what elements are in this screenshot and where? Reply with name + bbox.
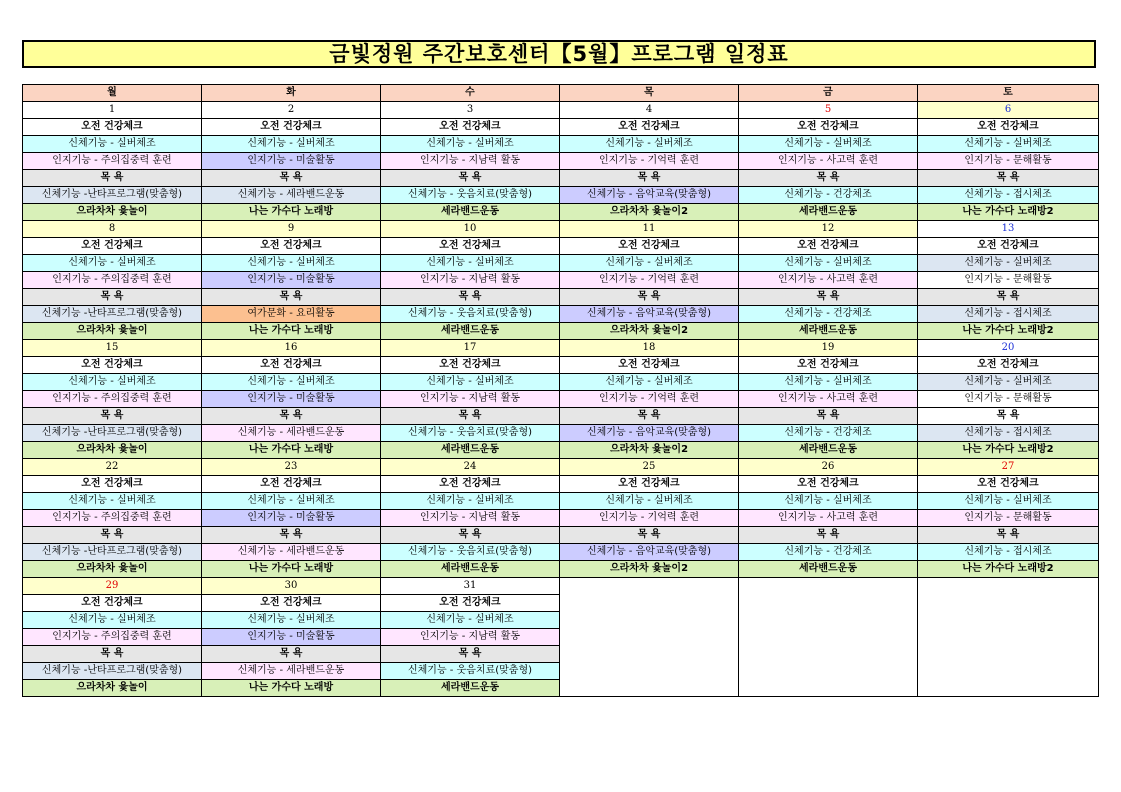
- morning-check-cell: 오전 건강체크: [560, 238, 739, 255]
- activity-row: [23, 204, 1099, 221]
- bath-cell: 목 욕: [739, 170, 918, 187]
- program-cell: 신체기능 - 건강체조: [739, 306, 918, 323]
- morning-check-cell: 오전 건강체크: [23, 238, 202, 255]
- bath-cell: 목 욕: [23, 527, 202, 544]
- activity-cell: 세라밴드운동: [739, 561, 918, 578]
- date-row: [23, 102, 1099, 119]
- date-cell: 18: [560, 340, 739, 357]
- cognitive-activity-cell: 인지기능 - 미술활동: [202, 272, 381, 289]
- cognitive-activity-cell: 인지기능 - 문해활동: [918, 153, 1099, 170]
- activity-row: [23, 442, 1099, 459]
- cognitive-row: [23, 510, 1099, 527]
- date-cell: 12: [739, 221, 918, 238]
- bath-cell: 목 욕: [202, 408, 381, 425]
- program-cell: 신체기능 -난타프로그램(맞춤형): [23, 425, 202, 442]
- weekday-fri: 금: [739, 85, 918, 102]
- morning-check-cell: 오전 건강체크: [560, 476, 739, 493]
- empty-day-cell: [918, 578, 1099, 697]
- date-cell: 9: [202, 221, 381, 238]
- program-cell: 신체기능 -난타프로그램(맞춤형): [23, 544, 202, 561]
- morning-check-cell: 오전 건강체크: [918, 119, 1099, 136]
- program-row: [23, 187, 1099, 204]
- bath-row: [23, 408, 1099, 425]
- program-row: [23, 425, 1099, 442]
- cognitive-activity-cell: 인지기능 - 기억력 훈련: [560, 391, 739, 408]
- physical-activity-cell: 신체기능 - 실버체조: [739, 255, 918, 272]
- cognitive-activity-cell: 인지기능 - 미술활동: [202, 153, 381, 170]
- physical-activity-cell: 신체기능 - 실버체조: [739, 493, 918, 510]
- activity-cell: 세라밴드운동: [381, 204, 560, 221]
- weekday-sat: 토: [918, 85, 1099, 102]
- program-cell: 신체기능 - 세라밴드운동: [202, 187, 381, 204]
- morning-check-cell: 오전 건강체크: [739, 476, 918, 493]
- bath-cell: 목 욕: [381, 408, 560, 425]
- activity-cell: 으라차차 윷놀이: [23, 323, 202, 340]
- activity-cell: 세라밴드운동: [381, 680, 560, 697]
- program-cell: 신체기능 - 음악교육(맞춤형): [560, 187, 739, 204]
- program-cell: 신체기능 - 접시체조: [918, 425, 1099, 442]
- physical-activity-cell: 신체기능 - 실버체조: [23, 374, 202, 391]
- morning-check-row: [23, 357, 1099, 374]
- morning-check-cell: 오전 건강체크: [381, 476, 560, 493]
- activity-cell: 나는 가수다 노래방2: [918, 204, 1099, 221]
- morning-check-cell: 오전 건강체크: [202, 119, 381, 136]
- program-cell: 여가문화 - 요리활동: [202, 306, 381, 323]
- date-cell: 26: [739, 459, 918, 476]
- physical-activity-cell: 신체기능 - 실버체조: [23, 612, 202, 629]
- cognitive-activity-cell: 인지기능 - 기억력 훈련: [560, 272, 739, 289]
- cognitive-activity-cell: 인지기능 - 문해활동: [918, 510, 1099, 527]
- morning-check-row: [23, 476, 1099, 493]
- program-cell: 신체기능 - 웃음치료(맞춤형): [381, 306, 560, 323]
- activity-cell: 나는 가수다 노래방: [202, 323, 381, 340]
- program-cell: 신체기능 - 음악교육(맞춤형): [560, 306, 739, 323]
- weekday-thu: 목: [560, 85, 739, 102]
- bath-cell: 목 욕: [560, 527, 739, 544]
- activity-cell: 으라차차 윷놀이: [23, 442, 202, 459]
- program-cell: 신체기능 -난타프로그램(맞춤형): [23, 663, 202, 680]
- morning-check-cell: 오전 건강체크: [381, 238, 560, 255]
- date-cell: 5: [739, 102, 918, 119]
- program-row: [23, 544, 1099, 561]
- cognitive-activity-cell: 인지기능 - 미술활동: [202, 629, 381, 646]
- activity-row: [23, 561, 1099, 578]
- cognitive-activity-cell: 인지기능 - 주의집중력 훈련: [23, 391, 202, 408]
- physical-activity-cell: 신체기능 - 실버체조: [23, 136, 202, 153]
- physical-activity-cell: 신체기능 - 실버체조: [381, 612, 560, 629]
- date-row: [23, 459, 1099, 476]
- program-cell: 신체기능 - 웃음치료(맞춤형): [381, 663, 560, 680]
- morning-check-cell: 오전 건강체크: [381, 595, 560, 612]
- bath-cell: 목 욕: [560, 170, 739, 187]
- cognitive-row: [23, 153, 1099, 170]
- cognitive-activity-cell: 인지기능 - 문해활동: [918, 272, 1099, 289]
- weekday-mon: 월: [23, 85, 202, 102]
- activity-cell: 나는 가수다 노래방: [202, 561, 381, 578]
- activity-cell: 나는 가수다 노래방2: [918, 323, 1099, 340]
- morning-check-cell: 오전 건강체크: [560, 357, 739, 374]
- activity-cell: 나는 가수다 노래방: [202, 204, 381, 221]
- program-cell: 신체기능 -난타프로그램(맞춤형): [23, 306, 202, 323]
- activity-cell: 세라밴드운동: [739, 323, 918, 340]
- cognitive-activity-cell: 인지기능 - 사고력 훈련: [739, 391, 918, 408]
- date-cell: 2: [202, 102, 381, 119]
- activity-cell: 나는 가수다 노래방: [202, 442, 381, 459]
- activity-cell: 세라밴드운동: [381, 323, 560, 340]
- bath-cell: 목 욕: [560, 289, 739, 306]
- program-cell: 신체기능 - 웃음치료(맞춤형): [381, 425, 560, 442]
- bath-cell: 목 욕: [202, 646, 381, 663]
- program-cell: 신체기능 - 세라밴드운동: [202, 544, 381, 561]
- bath-row: [23, 170, 1099, 187]
- activity-cell: 세라밴드운동: [739, 204, 918, 221]
- cognitive-activity-cell: 인지기능 - 미술활동: [202, 391, 381, 408]
- morning-check-cell: 오전 건강체크: [918, 357, 1099, 374]
- morning-check-cell: 오전 건강체크: [918, 238, 1099, 255]
- physical-activity-cell: 신체기능 - 실버체조: [381, 493, 560, 510]
- physical-activity-cell: 신체기능 - 실버체조: [23, 255, 202, 272]
- morning-check-cell: 오전 건강체크: [202, 476, 381, 493]
- bath-cell: 목 욕: [918, 289, 1099, 306]
- activity-cell: 으라차차 윷놀이2: [560, 442, 739, 459]
- program-cell: 신체기능 - 건강체조: [739, 187, 918, 204]
- cognitive-row: [23, 391, 1099, 408]
- cognitive-activity-cell: 인지기능 - 사고력 훈련: [739, 510, 918, 527]
- activity-cell: 으라차차 윷놀이2: [560, 323, 739, 340]
- program-row: [23, 306, 1099, 323]
- bath-row: [23, 527, 1099, 544]
- physical-row: [23, 255, 1099, 272]
- cognitive-activity-cell: 인지기능 - 지남력 활동: [381, 629, 560, 646]
- physical-activity-cell: 신체기능 - 실버체조: [381, 136, 560, 153]
- activity-cell: 나는 가수다 노래방2: [918, 442, 1099, 459]
- empty-day-cell: [560, 578, 739, 697]
- morning-check-cell: 오전 건강체크: [739, 357, 918, 374]
- date-cell: 10: [381, 221, 560, 238]
- bath-cell: 목 욕: [202, 289, 381, 306]
- morning-check-cell: 오전 건강체크: [23, 119, 202, 136]
- date-cell: 3: [381, 102, 560, 119]
- page-title: 금빛정원 주간보호센터【5월】프로그램 일정표: [22, 40, 1096, 68]
- program-cell: 신체기능 - 웃음치료(맞춤형): [381, 187, 560, 204]
- bath-cell: 목 욕: [918, 408, 1099, 425]
- morning-check-cell: 오전 건강체크: [739, 119, 918, 136]
- date-cell: 8: [23, 221, 202, 238]
- physical-row: [23, 374, 1099, 391]
- cognitive-activity-cell: 인지기능 - 지남력 활동: [381, 510, 560, 527]
- date-cell: 22: [23, 459, 202, 476]
- bath-cell: 목 욕: [918, 527, 1099, 544]
- physical-activity-cell: 신체기능 - 실버체조: [560, 493, 739, 510]
- morning-check-cell: 오전 건강체크: [381, 357, 560, 374]
- physical-activity-cell: 신체기능 - 실버체조: [560, 255, 739, 272]
- date-cell: 23: [202, 459, 381, 476]
- date-cell: 30: [202, 578, 381, 595]
- bath-cell: 목 욕: [381, 289, 560, 306]
- physical-activity-cell: 신체기능 - 실버체조: [560, 136, 739, 153]
- date-cell: 4: [560, 102, 739, 119]
- cognitive-activity-cell: 인지기능 - 사고력 훈련: [739, 153, 918, 170]
- program-cell: 신체기능 - 음악교육(맞춤형): [560, 544, 739, 561]
- date-row: [23, 578, 1099, 595]
- physical-activity-cell: 신체기능 - 실버체조: [739, 136, 918, 153]
- cognitive-activity-cell: 인지기능 - 주의집중력 훈련: [23, 510, 202, 527]
- activity-cell: 세라밴드운동: [381, 442, 560, 459]
- activity-cell: 으라차차 윷놀이: [23, 680, 202, 697]
- bath-cell: 목 욕: [23, 170, 202, 187]
- activity-cell: 세라밴드운동: [381, 561, 560, 578]
- physical-activity-cell: 신체기능 - 실버체조: [918, 493, 1099, 510]
- weekday-wed: 수: [381, 85, 560, 102]
- cognitive-row: [23, 272, 1099, 289]
- morning-check-cell: 오전 건강체크: [202, 595, 381, 612]
- bath-cell: 목 욕: [739, 527, 918, 544]
- morning-check-row: [23, 119, 1099, 136]
- date-cell: 16: [202, 340, 381, 357]
- morning-check-cell: 오전 건강체크: [560, 119, 739, 136]
- date-cell: 15: [23, 340, 202, 357]
- physical-row: [23, 493, 1099, 510]
- morning-check-cell: 오전 건강체크: [739, 238, 918, 255]
- date-cell: 20: [918, 340, 1099, 357]
- cognitive-activity-cell: 인지기능 - 주의집중력 훈련: [23, 629, 202, 646]
- schedule-table: [22, 84, 1099, 697]
- bath-cell: 목 욕: [23, 646, 202, 663]
- bath-cell: 목 욕: [560, 408, 739, 425]
- date-cell: 19: [739, 340, 918, 357]
- cognitive-activity-cell: 인지기능 - 사고력 훈련: [739, 272, 918, 289]
- bath-cell: 목 욕: [918, 170, 1099, 187]
- cognitive-activity-cell: 인지기능 - 지남력 활동: [381, 153, 560, 170]
- program-cell: 신체기능 - 접시체조: [918, 544, 1099, 561]
- program-cell: 신체기능 - 음악교육(맞춤형): [560, 425, 739, 442]
- program-cell: 신체기능 -난타프로그램(맞춤형): [23, 187, 202, 204]
- date-cell: 24: [381, 459, 560, 476]
- morning-check-cell: 오전 건강체크: [202, 238, 381, 255]
- activity-cell: 나는 가수다 노래방: [202, 680, 381, 697]
- bath-cell: 목 욕: [202, 527, 381, 544]
- morning-check-cell: 오전 건강체크: [23, 357, 202, 374]
- program-cell: 신체기능 - 웃음치료(맞춤형): [381, 544, 560, 561]
- activity-cell: 나는 가수다 노래방2: [918, 561, 1099, 578]
- bath-cell: 목 욕: [739, 408, 918, 425]
- date-cell: 31: [381, 578, 560, 595]
- morning-check-cell: 오전 건강체크: [23, 476, 202, 493]
- date-cell: 25: [560, 459, 739, 476]
- activity-row: [23, 323, 1099, 340]
- cognitive-activity-cell: 인지기능 - 지남력 활동: [381, 272, 560, 289]
- activity-cell: 으라차차 윷놀이: [23, 204, 202, 221]
- empty-day-cell: [739, 578, 918, 697]
- program-cell: 신체기능 - 접시체조: [918, 187, 1099, 204]
- cognitive-activity-cell: 인지기능 - 주의집중력 훈련: [23, 153, 202, 170]
- physical-activity-cell: 신체기능 - 실버체조: [202, 374, 381, 391]
- program-cell: 신체기능 - 세라밴드운동: [202, 663, 381, 680]
- physical-activity-cell: 신체기능 - 실버체조: [202, 255, 381, 272]
- physical-activity-cell: 신체기능 - 실버체조: [918, 374, 1099, 391]
- physical-activity-cell: 신체기능 - 실버체조: [381, 374, 560, 391]
- physical-activity-cell: 신체기능 - 실버체조: [560, 374, 739, 391]
- physical-activity-cell: 신체기능 - 실버체조: [381, 255, 560, 272]
- morning-check-cell: 오전 건강체크: [918, 476, 1099, 493]
- activity-cell: 으라차차 윷놀이2: [560, 204, 739, 221]
- program-cell: 신체기능 - 건강체조: [739, 425, 918, 442]
- date-cell: 17: [381, 340, 560, 357]
- physical-activity-cell: 신체기능 - 실버체조: [202, 612, 381, 629]
- bath-cell: 목 욕: [23, 289, 202, 306]
- bath-row: [23, 289, 1099, 306]
- morning-check-cell: 오전 건강체크: [23, 595, 202, 612]
- program-cell: 신체기능 - 세라밴드운동: [202, 425, 381, 442]
- weekday-header-row: [23, 85, 1099, 102]
- bath-cell: 목 욕: [381, 527, 560, 544]
- weekday-tue: 화: [202, 85, 381, 102]
- date-row: [23, 221, 1099, 238]
- bath-cell: 목 욕: [381, 646, 560, 663]
- program-cell: 신체기능 - 접시체조: [918, 306, 1099, 323]
- physical-activity-cell: 신체기능 - 실버체조: [202, 136, 381, 153]
- date-row: [23, 340, 1099, 357]
- activity-cell: 으라차차 윷놀이2: [560, 561, 739, 578]
- morning-check-cell: 오전 건강체크: [381, 119, 560, 136]
- date-cell: 6: [918, 102, 1099, 119]
- date-cell: 13: [918, 221, 1099, 238]
- cognitive-activity-cell: 인지기능 - 지남력 활동: [381, 391, 560, 408]
- bath-cell: 목 욕: [23, 408, 202, 425]
- bath-cell: 목 욕: [202, 170, 381, 187]
- bath-cell: 목 욕: [739, 289, 918, 306]
- physical-activity-cell: 신체기능 - 실버체조: [23, 493, 202, 510]
- cognitive-activity-cell: 인지기능 - 주의집중력 훈련: [23, 272, 202, 289]
- date-cell: 29: [23, 578, 202, 595]
- cognitive-activity-cell: 인지기능 - 기억력 훈련: [560, 510, 739, 527]
- physical-row: [23, 136, 1099, 153]
- program-cell: 신체기능 - 건강체조: [739, 544, 918, 561]
- morning-check-cell: 오전 건강체크: [202, 357, 381, 374]
- physical-activity-cell: 신체기능 - 실버체조: [739, 374, 918, 391]
- physical-activity-cell: 신체기능 - 실버체조: [918, 255, 1099, 272]
- physical-activity-cell: 신체기능 - 실버체조: [918, 136, 1099, 153]
- cognitive-activity-cell: 인지기능 - 미술활동: [202, 510, 381, 527]
- activity-cell: 으라차차 윷놀이: [23, 561, 202, 578]
- bath-cell: 목 욕: [381, 170, 560, 187]
- cognitive-activity-cell: 인지기능 - 기억력 훈련: [560, 153, 739, 170]
- cognitive-activity-cell: 인지기능 - 문해활동: [918, 391, 1099, 408]
- morning-check-row: [23, 238, 1099, 255]
- date-cell: 11: [560, 221, 739, 238]
- physical-activity-cell: 신체기능 - 실버체조: [202, 493, 381, 510]
- activity-cell: 세라밴드운동: [739, 442, 918, 459]
- date-cell: 27: [918, 459, 1099, 476]
- date-cell: 1: [23, 102, 202, 119]
